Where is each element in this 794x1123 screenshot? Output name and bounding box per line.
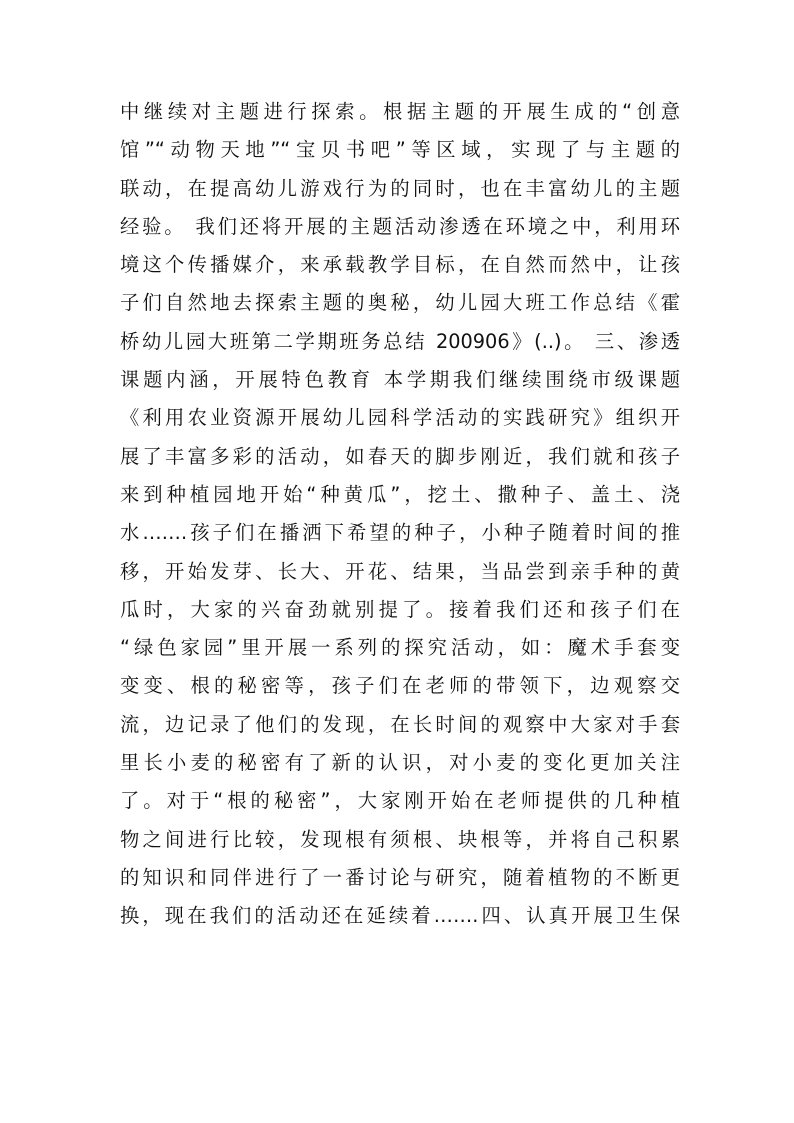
body-text: [120, 93, 680, 936]
text-line: 馆”“动物天地”“宝贝书吧”等区域，实现了与主题的: [120, 138, 680, 162]
text-line: 瓜时，大家的兴奋劲就别提了。接着我们还和孩子们在: [120, 597, 680, 621]
text-line: 了。对于“根的秘密”，大家刚开始在老师提供的几种植: [120, 789, 680, 813]
text-line: “绿色家园”里开展一系列的探究活动，如：魔术手套变: [120, 636, 680, 660]
text-line: 来到种植园地开始“种黄瓜”，挖土、撒种子、盖土、浇: [120, 482, 680, 506]
text-line: 的知识和同伴进行了一番讨论与研究，随着植物的不断更: [120, 865, 680, 889]
text-line: 换，现在我们的活动还在延续着…….四、认真开展卫生保: [120, 904, 680, 928]
text-line: 移，开始发芽、长大、开花、结果，当品尝到亲手种的黄: [120, 559, 680, 583]
text-line: 流，边记录了他们的发现，在长时间的观察中大家对手套: [120, 712, 680, 736]
text-line: 里长小麦的秘密有了新的认识，对小麦的变化更加关注: [120, 751, 680, 775]
text-line: 子们自然地去探索主题的奥秘，幼儿园大班工作总结《霍: [120, 291, 680, 315]
text-line: 经验。 我们还将开展的主题活动渗透在环境之中，利用环: [120, 214, 680, 238]
text-line: 物之间进行比较，发现根有须根、块根等，并将自己积累: [120, 827, 680, 851]
text-line: 课题内涵，开展特色教育 本学期我们继续围绕市级课题: [120, 368, 680, 392]
text-line: 中继续对主题进行探索。根据主题的开展生成的“创意: [120, 100, 680, 123]
text-line: 联动，在提高幼儿游戏行为的同时，也在丰富幼儿的主题: [120, 176, 680, 200]
text-line: 展了丰富多彩的活动，如春天的脚步刚近，我们就和孩子: [120, 444, 680, 468]
text-line: 变变、根的秘密等，孩子们在老师的带领下，边观察交: [120, 674, 680, 698]
text-line: 水…….孩子们在播洒下希望的种子，小种子随着时间的推: [120, 521, 680, 545]
text-line: 《利用农业资源开展幼儿园科学活动的实践研究》组织开: [120, 406, 680, 430]
text-line: 境这个传播媒介，来承载教学目标，在自然而然中，让孩: [120, 253, 680, 277]
text-line: 桥幼儿园大班第二学期班务总结 200906》(..)。 三、渗透: [120, 329, 680, 353]
